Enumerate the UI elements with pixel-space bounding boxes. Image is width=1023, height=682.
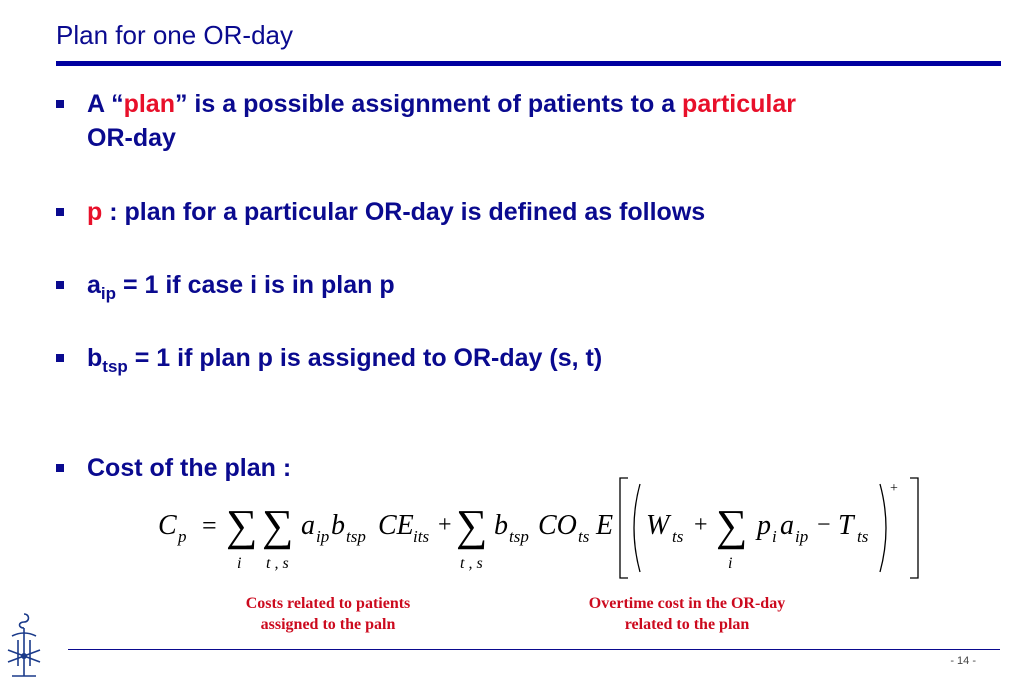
- formula-a: a: [301, 510, 315, 541]
- sub-tsp: tsp: [102, 357, 128, 376]
- bullet-text: A “: [87, 90, 124, 118]
- note-line: assigned to the paln: [260, 616, 396, 633]
- formula-p: p: [757, 510, 771, 541]
- formula-plus-1: +: [438, 512, 452, 538]
- sum-symbol-i: ∑: [226, 501, 258, 550]
- university-logo-icon: [4, 610, 44, 682]
- square-bullet-icon: [56, 281, 64, 289]
- sum-symbol-ts: ∑: [262, 501, 294, 550]
- formula-T: T: [838, 510, 854, 541]
- formula-b: b: [331, 510, 345, 541]
- formula-a-2: a: [780, 510, 794, 541]
- sub-ip: ip: [100, 284, 117, 303]
- formula-a-sub: ip: [316, 527, 330, 546]
- formula-E: E: [596, 510, 614, 541]
- formula-superscript-plus: +: [890, 481, 898, 496]
- cost-formula: [150, 468, 930, 588]
- highlight-plan: plan: [123, 90, 175, 118]
- square-bullet-icon: [56, 100, 64, 108]
- formula-W: W: [646, 510, 670, 541]
- formula-b-sub: tsp: [346, 527, 366, 546]
- sum-symbol-ts-2: ∑: [456, 501, 488, 550]
- formula-CE: CE: [378, 510, 414, 541]
- formula-T-sub: ts: [857, 527, 869, 546]
- formula-CO: CO: [538, 510, 577, 541]
- footer-rule: [68, 649, 1000, 650]
- formula-C: C: [158, 510, 177, 541]
- sum-index-i: i: [237, 555, 242, 572]
- page-number: - 14 -: [950, 655, 976, 667]
- left-paren: [634, 484, 640, 572]
- formula-a-2-sub: ip: [795, 527, 809, 546]
- formula-minus: −: [817, 512, 831, 538]
- highlight-p: p: [87, 198, 103, 226]
- bullet-text: Cost of the plan :: [87, 454, 292, 482]
- formula-CE-sub: its: [413, 527, 430, 546]
- formula-C-sub-p: p: [178, 527, 187, 546]
- note-overtime-costs: [556, 593, 818, 635]
- square-bullet-icon: [56, 208, 64, 216]
- formula-b-2: b: [494, 510, 508, 541]
- sum-index-ts-2: t , s: [460, 555, 483, 572]
- note-line: related to the plan: [624, 616, 750, 633]
- note-line: Overtime cost in the OR-day: [588, 595, 786, 612]
- left-square-bracket: [620, 478, 628, 578]
- formula-p-sub: i: [772, 527, 777, 546]
- bullet-text: = 1 if case i is in plan p: [116, 271, 395, 299]
- sum-index-ts: t , s: [266, 555, 289, 572]
- right-square-bracket: [910, 478, 918, 578]
- note-line: Costs related to patients: [245, 595, 411, 612]
- sum-index-i-2: i: [728, 555, 733, 572]
- square-bullet-icon: [56, 354, 64, 362]
- formula-CO-sub: ts: [578, 527, 590, 546]
- formula-b-2-sub: tsp: [509, 527, 529, 546]
- note-patient-costs: [213, 593, 443, 635]
- bullet-text: : plan for a particular OR-day is defined as follows: [102, 198, 706, 226]
- square-bullet-icon: [56, 464, 64, 472]
- formula-equals: =: [202, 511, 217, 540]
- right-paren: [880, 484, 886, 572]
- sum-symbol-i-2: ∑: [716, 501, 748, 550]
- var-b: b: [87, 344, 103, 372]
- var-a: a: [87, 271, 101, 299]
- formula-plus-2: +: [694, 512, 708, 538]
- page-title: Plan for one OR-day: [56, 20, 294, 50]
- bullet-text: = 1 if plan p is assigned to OR-day (s, t): [127, 344, 603, 372]
- title-underline: [56, 61, 1001, 66]
- formula-W-sub: ts: [672, 527, 684, 546]
- highlight-particular: particular: [682, 90, 796, 118]
- bullet-text: ” is a possible assignment of patients to a: [174, 90, 683, 118]
- bullet-text-line2: OR-day: [87, 124, 176, 152]
